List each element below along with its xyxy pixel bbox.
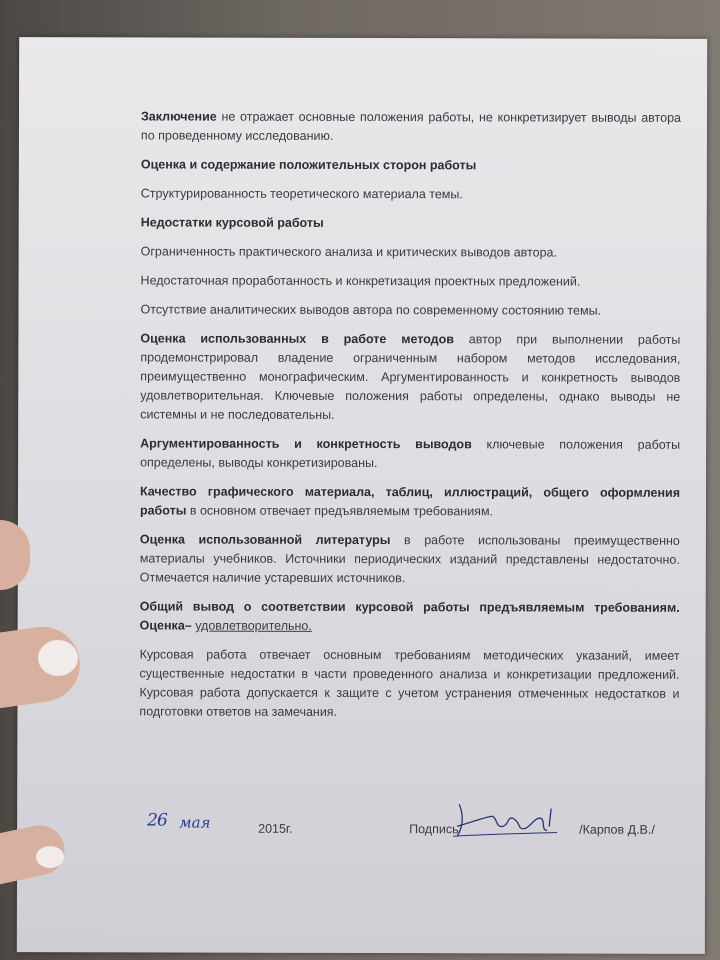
final-paragraph: Курсовая работа отвечает основным требованиям методических указаний, имеет существенные недостатки в части проведенного анализа и конкретизации предложений. Курсовая работа допускается к защите с учетом устранения отмеченных недостатков и подготовки ответов на замечания. [139,647,680,719]
arguments-text: ключевые положения работы определены, выводы конкретизированы. [140,437,681,471]
arguments-heading: Аргументированность и конкретность выводов [140,436,472,452]
conclusion-text: не отражает основные положения работы, не конкретизирует выводы автора по проведенному исследованию. [140,109,682,143]
positive-heading: Оценка и содержание положительных сторон работы [140,157,477,173]
paper-sheet [17,37,707,954]
flaws-item: Ограниченность практического анализа и критических выводов автора. [140,244,557,260]
handwritten-date-day: 26 [147,810,167,831]
flaws-heading: Недостатки курсовой работы [140,215,324,230]
handwritten-signature [451,796,561,846]
flaws-item: Недостаточная проработанность и конкретизация проектных предложений. [140,273,581,289]
handwritten-date-month: мая [179,813,211,832]
methods-text: автор при выполнении работы продемонстрировал владение ограниченным набором методов исследования, преимущественно монографическим. Аргументированность и конкретность выводов удовлетворительная. Ключевые положения работы определены, однако выводы не системны и не последовательны. [140,332,681,422]
literature-heading: Оценка использованной литературы [139,532,391,548]
flaws-item: Отсутствие аналитических выводов автора по современному состоянию темы. [140,302,602,318]
methods-heading: Оценка использованных в работе методов [140,331,454,347]
literature-text: в работе использованы преимущественно материалы учебников. Источники периодических изданий представлены недостаточно. Отмечается наличие устаревших источников. [139,533,680,586]
date-year: 2015г. [258,821,293,836]
verdict-heading: Общий вывод о соответствии курсовой работы предъявляемым требованиям. Оценка– [139,599,680,633]
literature-paragraph [140,530,680,588]
signatory-name: /Карпов Д.В./ [579,822,655,837]
verdict-paragraph [140,597,680,636]
verdict-grade: удовлетворительно. [195,618,312,633]
signature-row [139,810,679,856]
conclusion-heading: Заключение [140,109,217,124]
graphics-paragraph [140,482,680,521]
fingernail [38,640,78,676]
arguments-paragraph [140,434,680,473]
signature-label: Подпись [409,822,459,837]
graphics-heading: Качество графического материала, таблиц, иллюстраций, общего оформления работы [139,484,681,518]
document-body [139,107,682,837]
conclusion-paragraph [141,107,681,146]
graphics-text: в основном отвечает предъявляемым требованиям. [186,503,494,519]
positive-text: Структурированность теоретического материала темы. [140,186,463,202]
fingernail-bottom [36,846,64,868]
methods-paragraph [140,329,680,425]
